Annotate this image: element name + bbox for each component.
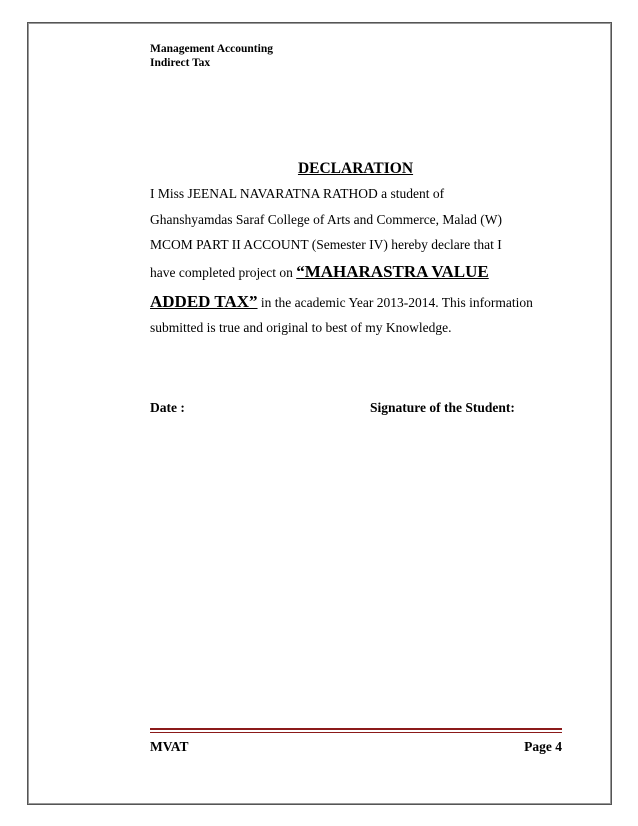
header-subject: Management Accounting <box>150 43 273 55</box>
footer-title: MVAT <box>150 739 189 754</box>
page-number: Page 4 <box>524 739 562 754</box>
body-line-6: submitted is true and original to best of my Knowledge. <box>150 320 452 335</box>
signature-label: Signature of the Student: <box>370 400 515 415</box>
body-line-4-prefix: have completed project on <box>150 265 293 280</box>
body-line-5 <box>150 292 533 312</box>
project-title-part-2: ADDED TAX” <box>150 292 258 311</box>
footer-rule <box>150 728 562 730</box>
header-topic: Indirect Tax <box>150 57 211 69</box>
page-header <box>150 42 273 70</box>
declaration-title: DECLARATION <box>297 160 414 177</box>
page-border <box>27 22 612 805</box>
body-line-5-suffix: in the academic Year 2013-2014. This information <box>257 295 533 310</box>
body-line-3: MCOM PART II ACCOUNT (Semester IV) hereby declare that I <box>150 237 502 252</box>
body-line-1: I Miss JEENAL NAVARATNA RATHOD a student of <box>150 186 445 201</box>
date-label: Date : <box>150 400 185 415</box>
footer-rule-thin <box>150 732 562 733</box>
body-line-2: Ghanshyamdas Saraf College of Arts and Commerce, Malad (W) <box>150 212 503 227</box>
body-line-4 <box>150 262 489 282</box>
project-title-part-1: “MAHARASTRA VALUE <box>296 262 489 281</box>
